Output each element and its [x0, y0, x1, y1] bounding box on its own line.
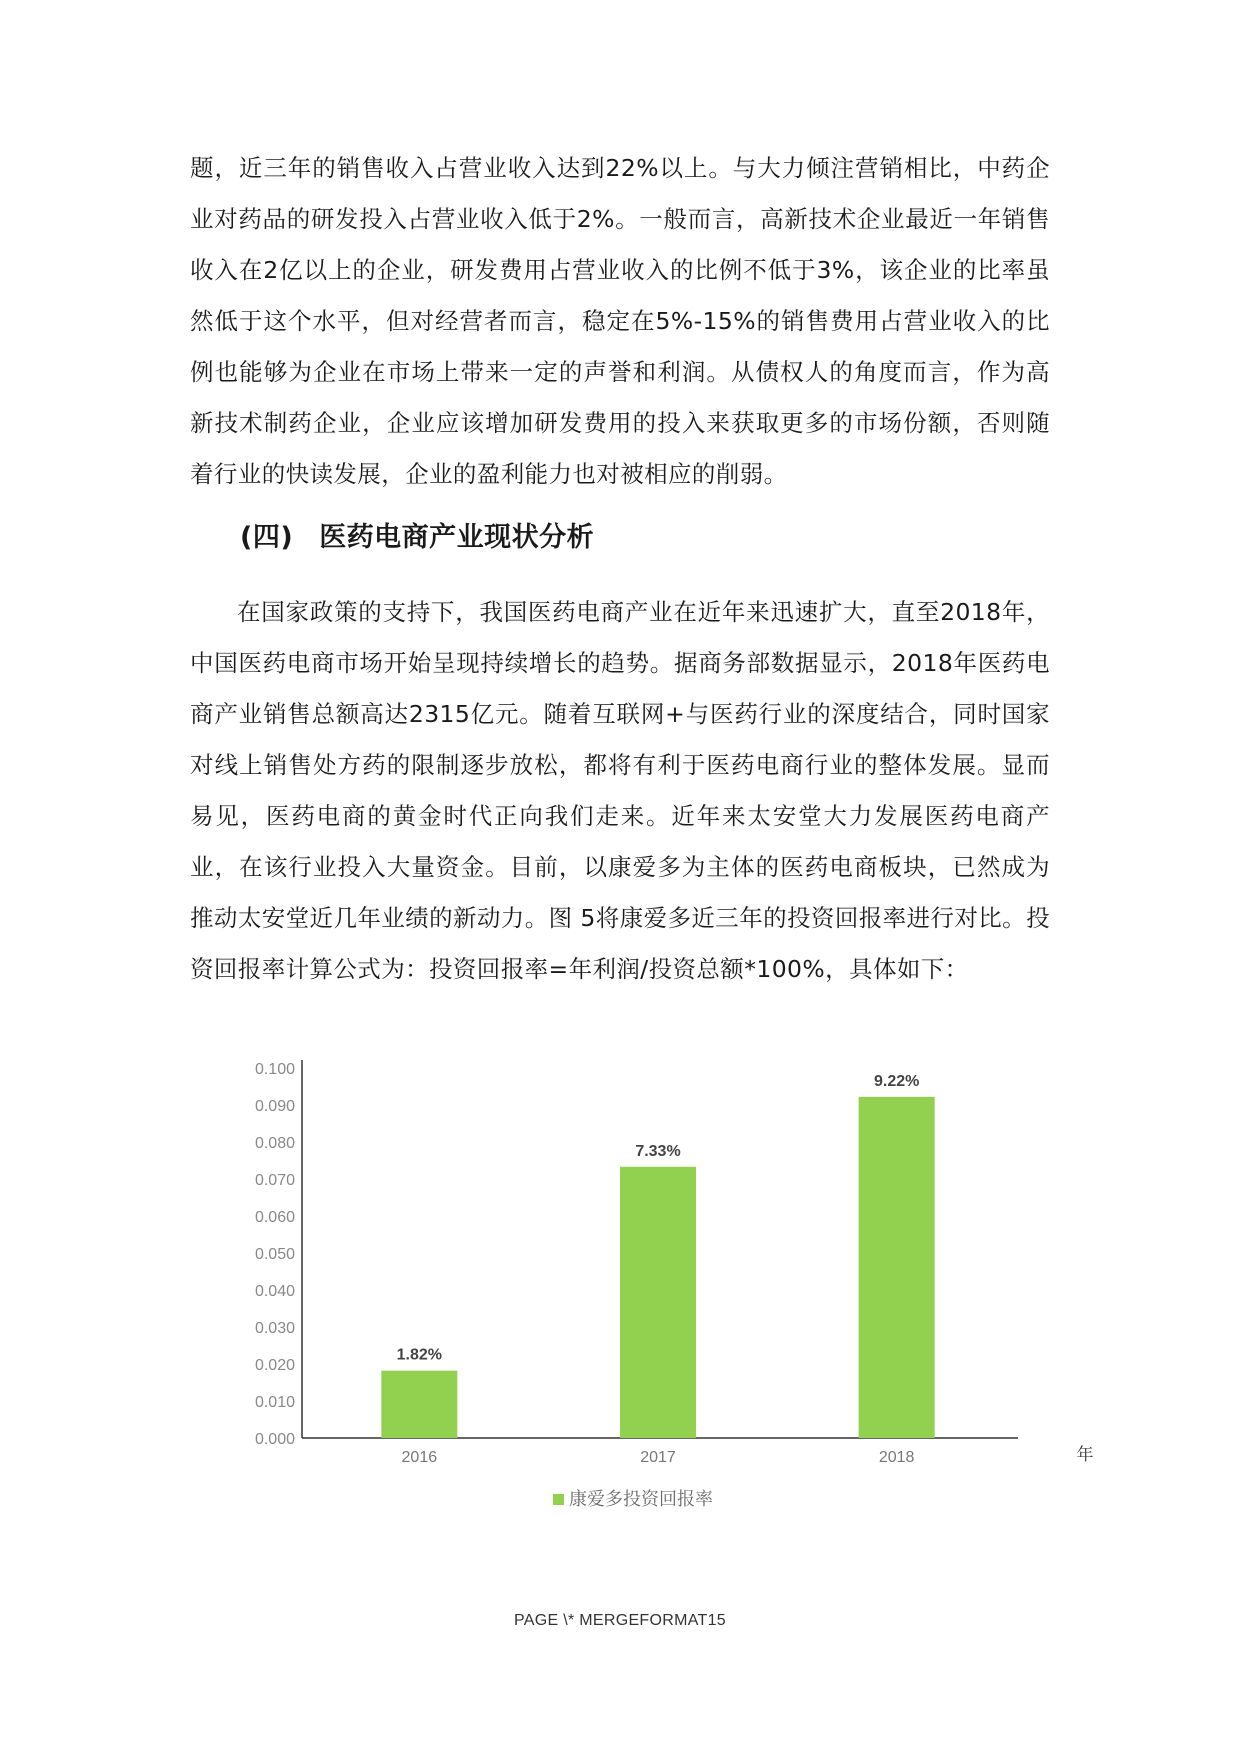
chart-canvas	[0, 1050, 1240, 1550]
y-tick-label: 0.040	[254, 1283, 295, 1300]
y-tick-label: 0.080	[254, 1135, 295, 1152]
x-axis-title: 年	[1076, 1445, 1094, 1465]
body-paragraph-2: 在国家政策的支持下，我国医药电商产业在近年来迅速扩大，直至2018年，中国医药电商市场开始呈现持续增长的趋势。据商务部数据显示，2018年医药电商产业销售总额高达2315亿元。随着互联网+与医药行业的深度结合，同时国家对线上销售处方药的限制逐步放松，都将有利于医药电商行业的整体发展。显而易见，医药电商的黄金时代正向我们走来。近年来太安堂大力发展医药电商产业，在该行业投入大量资金。目前，以康爱多为主体的医药电商板块，已然成为推动太安堂近几年业绩的新动力。图 5将康爱多近三年的投资回报率进行对比。投资回报率计算公式为：投资回报率=年利润/投资总额*100%，具体如下：	[190, 598, 1050, 983]
page-footer: PAGE \* MERGEFORMAT15	[514, 1612, 726, 1629]
y-tick-label: 0.010	[254, 1394, 295, 1411]
x-tick-label: 2017	[640, 1449, 676, 1466]
section-title: 医药电商产业现状分析	[319, 522, 595, 553]
bar-2017	[620, 1167, 696, 1438]
y-tick-label: 0.060	[254, 1209, 295, 1226]
x-tick-label: 2016	[401, 1449, 438, 1466]
bar-2018	[859, 1097, 935, 1438]
bar-2016	[381, 1371, 457, 1438]
y-tick-label: 0.050	[254, 1246, 295, 1263]
legend-swatch	[553, 1494, 564, 1505]
y-tick-label: 0.100	[254, 1061, 295, 1078]
y-tick-label: 0.000	[254, 1431, 295, 1448]
data-label-2017: 7.33%	[635, 1142, 681, 1160]
data-label-2018: 9.22%	[873, 1072, 920, 1090]
data-label-2016: 1.82%	[396, 1346, 443, 1364]
section-number: (四)	[240, 522, 294, 553]
y-tick-label: 0.090	[254, 1098, 295, 1115]
y-tick-label: 0.070	[254, 1172, 295, 1189]
y-tick-label: 0.030	[254, 1320, 295, 1337]
x-tick-label: 2018	[878, 1449, 915, 1466]
legend-label: 康爱多投资回报率	[569, 1489, 713, 1510]
body-paragraph-1: 题，近三年的销售收入占营业收入达到22%以上。与大力倾注营销相比，中药企业对药品的研发投入占营业收入低于2%。一般而言，高新技术企业最近一年销售收入在2亿以上的企业，研发费用占营业收入的比例不低于3%，该企业的比率虽然低于这个水平，但对经营者而言，稳定在5%-15%的销售费用占营业收入的比例也能够为企业在市场上带来一定的声誉和利润。从债权人的角度而言，作为高新技术制药企业，企业应该增加研发费用的投入来获取更多的市场份额，否则随着行业的快读发展，企业的盈利能力也对被相应的削弱。	[190, 154, 1050, 488]
roi-bar-chart	[0, 1050, 1240, 1550]
y-tick-label: 0.020	[254, 1357, 295, 1374]
section-heading	[240, 518, 594, 558]
